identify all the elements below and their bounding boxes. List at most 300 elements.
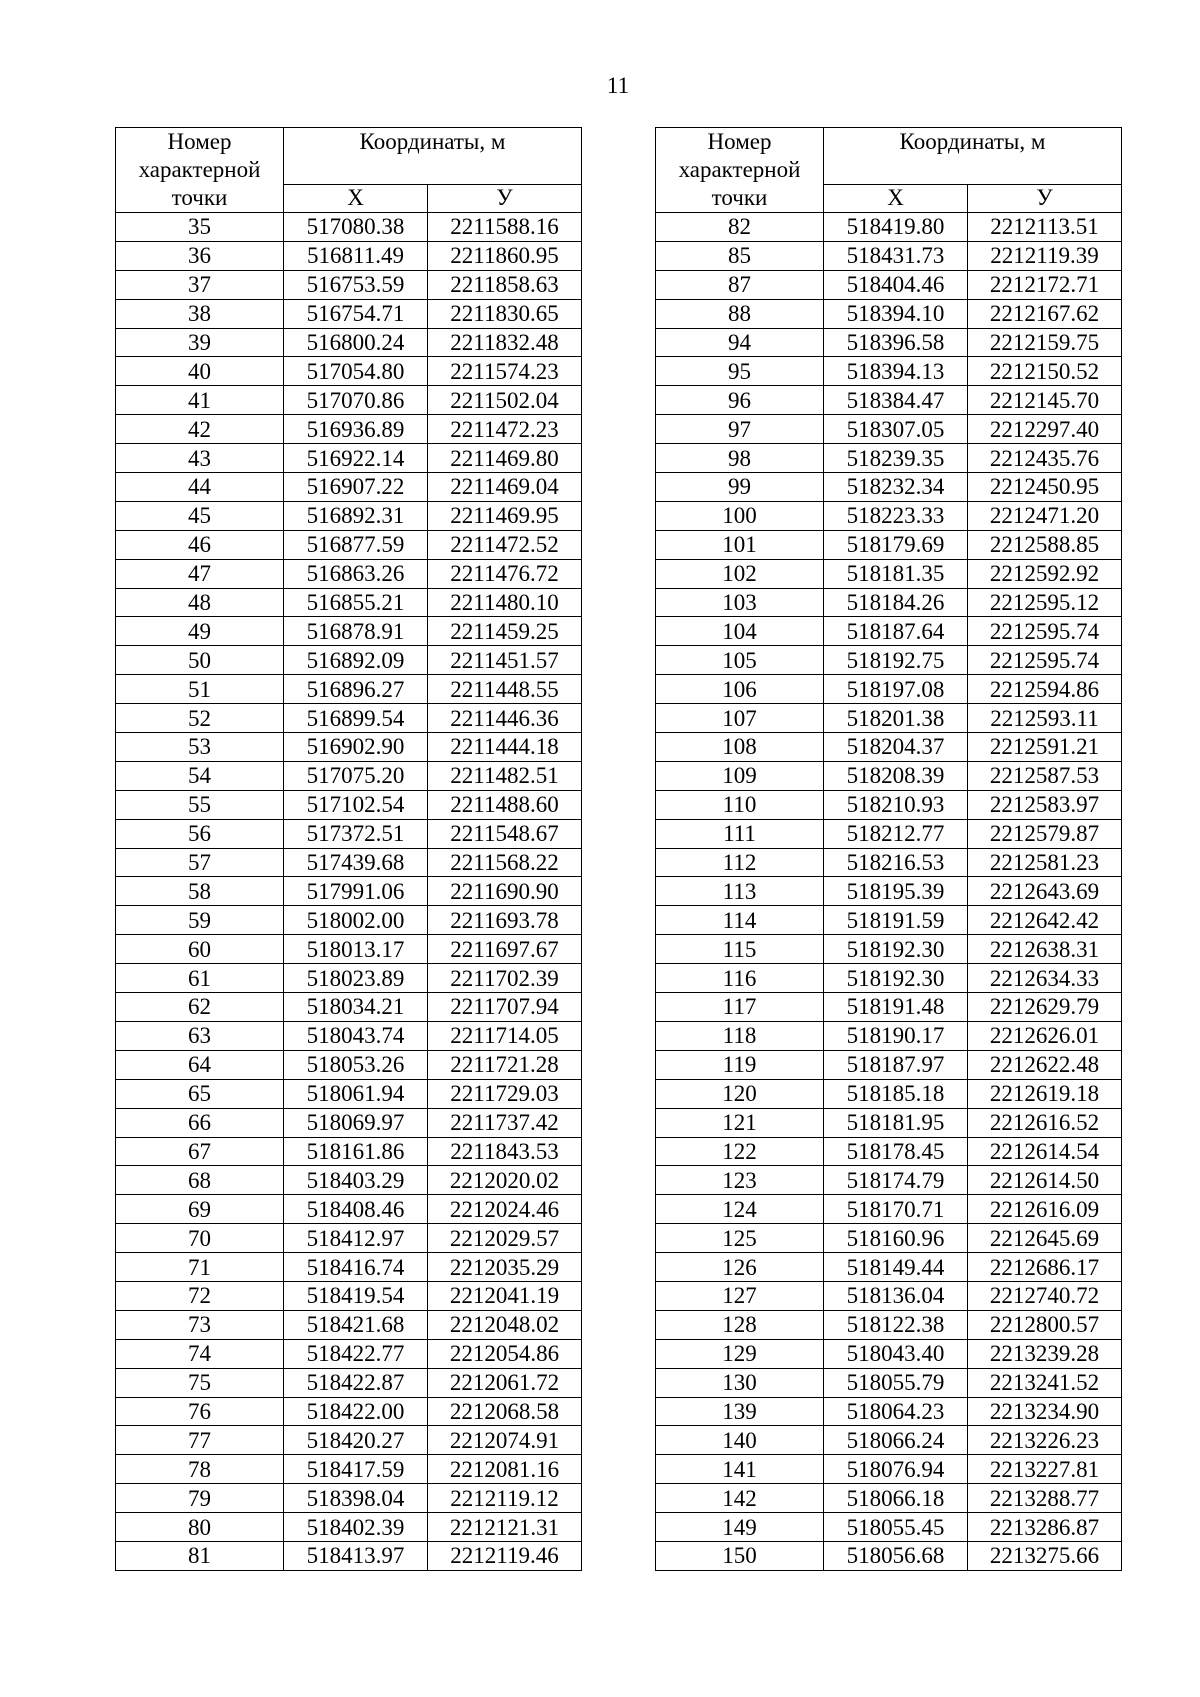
x-coordinate-cell: 518076.94 bbox=[824, 1455, 968, 1484]
point-number-cell: 74 bbox=[116, 1339, 284, 1368]
point-number-cell: 72 bbox=[116, 1281, 284, 1310]
point-number-cell: 65 bbox=[116, 1079, 284, 1108]
point-number-cell: 96 bbox=[656, 386, 824, 415]
table-row bbox=[116, 241, 582, 270]
point-number-cell: 38 bbox=[116, 299, 284, 328]
x-coordinate-cell: 518013.17 bbox=[284, 935, 428, 964]
x-coordinate-cell: 517080.38 bbox=[284, 213, 428, 242]
point-number-cell: 114 bbox=[656, 906, 824, 935]
table-row bbox=[656, 733, 1122, 762]
point-number-cell: 99 bbox=[656, 473, 824, 502]
table-row bbox=[116, 1426, 582, 1455]
y-coordinate-cell: 2212645.69 bbox=[968, 1224, 1122, 1253]
y-coordinate-cell: 2212626.01 bbox=[968, 1021, 1122, 1050]
point-number-cell: 142 bbox=[656, 1484, 824, 1513]
y-coordinate-cell: 2212471.20 bbox=[968, 501, 1122, 530]
table-row bbox=[116, 819, 582, 848]
x-coordinate-cell: 518201.38 bbox=[824, 704, 968, 733]
table-row bbox=[116, 1541, 582, 1570]
y-coordinate-cell: 2211476.72 bbox=[428, 559, 582, 588]
y-coordinate-cell: 2213241.52 bbox=[968, 1368, 1122, 1397]
point-number-cell: 43 bbox=[116, 444, 284, 473]
x-coordinate-cell: 518212.77 bbox=[824, 819, 968, 848]
x-coordinate-cell: 518417.59 bbox=[284, 1455, 428, 1484]
x-coordinate-cell: 518384.47 bbox=[824, 386, 968, 415]
table-row bbox=[656, 1455, 1122, 1484]
y-coordinate-cell: 2212638.31 bbox=[968, 935, 1122, 964]
table-row bbox=[656, 1021, 1122, 1050]
point-number-cell: 107 bbox=[656, 704, 824, 733]
x-coordinate-cell: 516855.21 bbox=[284, 588, 428, 617]
y-coordinate-cell: 2212068.58 bbox=[428, 1397, 582, 1426]
x-coordinate-cell: 516753.59 bbox=[284, 270, 428, 299]
table-row bbox=[116, 733, 582, 762]
y-coordinate-cell: 2211469.95 bbox=[428, 501, 582, 530]
point-number-cell: 103 bbox=[656, 588, 824, 617]
x-coordinate-cell: 518197.08 bbox=[824, 675, 968, 704]
table-row bbox=[656, 559, 1122, 588]
x-coordinate-cell: 518185.18 bbox=[824, 1079, 968, 1108]
x-coordinate-cell: 516754.71 bbox=[284, 299, 428, 328]
x-coordinate-cell: 518069.97 bbox=[284, 1108, 428, 1137]
y-coordinate-cell: 2212595.12 bbox=[968, 588, 1122, 617]
table-row bbox=[116, 964, 582, 993]
table-row bbox=[116, 1397, 582, 1426]
y-coordinate-cell: 2212740.72 bbox=[968, 1281, 1122, 1310]
coordinates-table-right bbox=[655, 127, 1122, 1571]
y-coordinate-cell: 2212081.16 bbox=[428, 1455, 582, 1484]
point-number-cell: 130 bbox=[656, 1368, 824, 1397]
table-row bbox=[116, 1484, 582, 1513]
y-coordinate-cell: 2212150.52 bbox=[968, 357, 1122, 386]
point-number-cell: 105 bbox=[656, 646, 824, 675]
point-number-cell: 104 bbox=[656, 617, 824, 646]
x-coordinate-cell: 518422.00 bbox=[284, 1397, 428, 1426]
y-coordinate-cell: 2211448.55 bbox=[428, 675, 582, 704]
point-number-cell: 100 bbox=[656, 501, 824, 530]
x-coordinate-cell: 518066.18 bbox=[824, 1484, 968, 1513]
y-coordinate-cell: 2211729.03 bbox=[428, 1079, 582, 1108]
x-coordinate-cell: 518195.39 bbox=[824, 877, 968, 906]
point-number-cell: 102 bbox=[656, 559, 824, 588]
y-coordinate-cell: 2213234.90 bbox=[968, 1397, 1122, 1426]
point-number-cell: 112 bbox=[656, 848, 824, 877]
x-coordinate-cell: 518416.74 bbox=[284, 1253, 428, 1282]
point-number-cell: 60 bbox=[116, 935, 284, 964]
y-coordinate-cell: 2212035.29 bbox=[428, 1253, 582, 1282]
point-number-cell: 71 bbox=[116, 1253, 284, 1282]
y-coordinate-cell: 2212583.97 bbox=[968, 790, 1122, 819]
table-row bbox=[116, 415, 582, 444]
x-coordinate-cell: 518149.44 bbox=[824, 1253, 968, 1282]
x-coordinate-cell: 518223.33 bbox=[824, 501, 968, 530]
point-number-cell: 61 bbox=[116, 964, 284, 993]
table-row bbox=[656, 213, 1122, 242]
table-row bbox=[116, 935, 582, 964]
x-coordinate-cell: 518394.13 bbox=[824, 357, 968, 386]
table-row bbox=[656, 1513, 1122, 1542]
table-row bbox=[656, 1253, 1122, 1282]
y-coordinate-cell: 2212145.70 bbox=[968, 386, 1122, 415]
y-coordinate-cell: 2211446.36 bbox=[428, 704, 582, 733]
y-coordinate-cell: 2213227.81 bbox=[968, 1455, 1122, 1484]
y-coordinate-cell: 2211444.18 bbox=[428, 733, 582, 762]
x-coordinate-cell: 518210.93 bbox=[824, 790, 968, 819]
y-coordinate-cell: 2212119.39 bbox=[968, 241, 1122, 270]
y-coordinate-cell: 2211469.04 bbox=[428, 473, 582, 502]
table-row bbox=[656, 444, 1122, 473]
y-coordinate-cell: 2212074.91 bbox=[428, 1426, 582, 1455]
x-coordinate-cell: 518307.05 bbox=[824, 415, 968, 444]
y-coordinate-cell: 2212595.74 bbox=[968, 646, 1122, 675]
x-coordinate-cell: 518398.04 bbox=[284, 1484, 428, 1513]
table-row bbox=[116, 588, 582, 617]
point-number-cell: 68 bbox=[116, 1166, 284, 1195]
x-coordinate-cell: 516800.24 bbox=[284, 328, 428, 357]
y-coordinate-cell: 2212579.87 bbox=[968, 819, 1122, 848]
y-coordinate-cell: 2211830.65 bbox=[428, 299, 582, 328]
y-coordinate-cell: 2212592.92 bbox=[968, 559, 1122, 588]
point-number-cell: 51 bbox=[116, 675, 284, 704]
coordinates-header: Координаты, м bbox=[824, 128, 1122, 185]
y-coordinate-cell: 2211843.53 bbox=[428, 1137, 582, 1166]
table-row bbox=[656, 1108, 1122, 1137]
point-number-cell: 57 bbox=[116, 848, 284, 877]
table-row bbox=[656, 1426, 1122, 1455]
table-row bbox=[116, 617, 582, 646]
x-coordinate-cell: 516907.22 bbox=[284, 473, 428, 502]
point-number-cell: 56 bbox=[116, 819, 284, 848]
x-coordinate-cell: 518002.00 bbox=[284, 906, 428, 935]
y-coordinate-cell: 2212581.23 bbox=[968, 848, 1122, 877]
point-number-cell: 85 bbox=[656, 241, 824, 270]
table-row bbox=[656, 1166, 1122, 1195]
table-row bbox=[116, 386, 582, 415]
x-coordinate-cell: 517991.06 bbox=[284, 877, 428, 906]
y-coordinate-cell: 2212119.46 bbox=[428, 1541, 582, 1570]
x-coordinate-cell: 518216.53 bbox=[824, 848, 968, 877]
x-coordinate-cell: 518061.94 bbox=[284, 1079, 428, 1108]
table-row bbox=[656, 993, 1122, 1022]
x-coordinate-cell: 518181.95 bbox=[824, 1108, 968, 1137]
x-coordinate-cell: 516936.89 bbox=[284, 415, 428, 444]
point-number-cell: 81 bbox=[116, 1541, 284, 1570]
point-number-cell: 129 bbox=[656, 1339, 824, 1368]
point-number-cell: 110 bbox=[656, 790, 824, 819]
table-row bbox=[116, 761, 582, 790]
point-number-cell: 67 bbox=[116, 1137, 284, 1166]
x-coordinate-cell: 518174.79 bbox=[824, 1166, 968, 1195]
table-row bbox=[656, 646, 1122, 675]
y-coordinate-cell: 2212642.42 bbox=[968, 906, 1122, 935]
y-coordinate-cell: 2212113.51 bbox=[968, 213, 1122, 242]
point-number-cell: 78 bbox=[116, 1455, 284, 1484]
point-number-cell: 118 bbox=[656, 1021, 824, 1050]
table-row bbox=[656, 1079, 1122, 1108]
table-row bbox=[116, 790, 582, 819]
x-coordinate-cell: 518055.79 bbox=[824, 1368, 968, 1397]
y-coordinate-cell: 2211737.42 bbox=[428, 1108, 582, 1137]
table-row bbox=[116, 1108, 582, 1137]
point-number-cell: 94 bbox=[656, 328, 824, 357]
y-coordinate-cell: 2212619.18 bbox=[968, 1079, 1122, 1108]
y-coordinate-cell: 2212622.48 bbox=[968, 1050, 1122, 1079]
table-row bbox=[116, 1079, 582, 1108]
y-coordinate-cell: 2211548.67 bbox=[428, 819, 582, 848]
x-coordinate-cell: 518190.17 bbox=[824, 1021, 968, 1050]
table-row bbox=[116, 1137, 582, 1166]
x-coordinate-cell: 518170.71 bbox=[824, 1195, 968, 1224]
y-coordinate-cell: 2212024.46 bbox=[428, 1195, 582, 1224]
y-coordinate-cell: 2211472.23 bbox=[428, 415, 582, 444]
point-number-cell: 55 bbox=[116, 790, 284, 819]
x-coordinate-cell: 518408.46 bbox=[284, 1195, 428, 1224]
point-number-cell: 126 bbox=[656, 1253, 824, 1282]
point-number-cell: 115 bbox=[656, 935, 824, 964]
x-coordinate-cell: 518204.37 bbox=[824, 733, 968, 762]
point-number-cell: 117 bbox=[656, 993, 824, 1022]
table-row bbox=[656, 357, 1122, 386]
x-coordinate-cell: 516902.90 bbox=[284, 733, 428, 762]
x-coordinate-cell: 518179.69 bbox=[824, 530, 968, 559]
y-coordinate-cell: 2211832.48 bbox=[428, 328, 582, 357]
table-body bbox=[116, 213, 582, 1571]
y-coordinate-cell: 2211702.39 bbox=[428, 964, 582, 993]
table-row bbox=[656, 1224, 1122, 1253]
x-coordinate-cell: 518122.38 bbox=[824, 1310, 968, 1339]
table-row bbox=[116, 213, 582, 242]
table-row bbox=[116, 1050, 582, 1079]
y-coordinate-cell: 2213286.87 bbox=[968, 1513, 1122, 1542]
table-row bbox=[116, 501, 582, 530]
y-coordinate-cell: 2213239.28 bbox=[968, 1339, 1122, 1368]
y-coordinate-cell: 2212614.50 bbox=[968, 1166, 1122, 1195]
y-coordinate-cell: 2211568.22 bbox=[428, 848, 582, 877]
x-coordinate-cell: 518184.26 bbox=[824, 588, 968, 617]
y-coordinate-cell: 2212029.57 bbox=[428, 1224, 582, 1253]
point-number-cell: 39 bbox=[116, 328, 284, 357]
table-row bbox=[116, 704, 582, 733]
point-number-cell: 125 bbox=[656, 1224, 824, 1253]
point-number-cell: 121 bbox=[656, 1108, 824, 1137]
table-row bbox=[656, 877, 1122, 906]
point-number-cell: 47 bbox=[116, 559, 284, 588]
y-coordinate-cell: 2211858.63 bbox=[428, 270, 582, 299]
point-number-cell: 140 bbox=[656, 1426, 824, 1455]
x-coordinate-cell: 516863.26 bbox=[284, 559, 428, 588]
y-coordinate-cell: 2212450.95 bbox=[968, 473, 1122, 502]
x-coordinate-cell: 516896.27 bbox=[284, 675, 428, 704]
x-coordinate-cell: 518043.74 bbox=[284, 1021, 428, 1050]
y-coordinate-cell: 2212800.57 bbox=[968, 1310, 1122, 1339]
point-number-cell: 123 bbox=[656, 1166, 824, 1195]
x-coordinate-cell: 518178.45 bbox=[824, 1137, 968, 1166]
y-coordinate-cell: 2211588.16 bbox=[428, 213, 582, 242]
table-row bbox=[116, 877, 582, 906]
point-number-cell: 40 bbox=[116, 357, 284, 386]
y-coordinate-cell: 2212616.09 bbox=[968, 1195, 1122, 1224]
x-coordinate-cell: 518239.35 bbox=[824, 444, 968, 473]
y-coordinate-cell: 2211721.28 bbox=[428, 1050, 582, 1079]
x-coordinate-cell: 518023.89 bbox=[284, 964, 428, 993]
y-coordinate-cell: 2211860.95 bbox=[428, 241, 582, 270]
table-row bbox=[656, 270, 1122, 299]
table-row bbox=[116, 906, 582, 935]
point-number-cell: 82 bbox=[656, 213, 824, 242]
point-number-header: Номер характерной точки bbox=[656, 128, 824, 213]
point-number-cell: 77 bbox=[116, 1426, 284, 1455]
point-number-cell: 46 bbox=[116, 530, 284, 559]
y-coordinate-cell: 2212634.33 bbox=[968, 964, 1122, 993]
x-coordinate-cell: 517439.68 bbox=[284, 848, 428, 877]
x-coordinate-cell: 516877.59 bbox=[284, 530, 428, 559]
table-row bbox=[656, 1310, 1122, 1339]
y-coordinate-cell: 2211693.78 bbox=[428, 906, 582, 935]
point-number-cell: 58 bbox=[116, 877, 284, 906]
x-coordinate-cell: 518053.26 bbox=[284, 1050, 428, 1079]
table-row bbox=[116, 1021, 582, 1050]
table-row bbox=[656, 761, 1122, 790]
table-row bbox=[116, 1339, 582, 1368]
x-coordinate-cell: 518064.23 bbox=[824, 1397, 968, 1426]
table-row bbox=[116, 328, 582, 357]
y-coordinate-cell: 2211451.57 bbox=[428, 646, 582, 675]
x-coordinate-cell: 518402.39 bbox=[284, 1513, 428, 1542]
y-coordinate-cell: 2212041.19 bbox=[428, 1281, 582, 1310]
x-coordinate-cell: 518421.68 bbox=[284, 1310, 428, 1339]
x-header: X bbox=[284, 184, 428, 212]
x-coordinate-cell: 518431.73 bbox=[824, 241, 968, 270]
point-number-cell: 45 bbox=[116, 501, 284, 530]
x-coordinate-cell: 516878.91 bbox=[284, 617, 428, 646]
x-coordinate-cell: 518232.34 bbox=[824, 473, 968, 502]
point-number-cell: 63 bbox=[116, 1021, 284, 1050]
x-coordinate-cell: 516892.31 bbox=[284, 501, 428, 530]
x-coordinate-cell: 517054.80 bbox=[284, 357, 428, 386]
table-body bbox=[656, 213, 1122, 1571]
page-number: 11 bbox=[606, 73, 630, 98]
point-number-cell: 98 bbox=[656, 444, 824, 473]
x-coordinate-cell: 517102.54 bbox=[284, 790, 428, 819]
x-coordinate-cell: 518160.96 bbox=[824, 1224, 968, 1253]
point-number-header: Номер характерной точки bbox=[116, 128, 284, 213]
table-row bbox=[656, 1397, 1122, 1426]
point-number-cell: 139 bbox=[656, 1397, 824, 1426]
y-coordinate-cell: 2212591.21 bbox=[968, 733, 1122, 762]
y-coordinate-cell: 2212172.71 bbox=[968, 270, 1122, 299]
point-number-cell: 62 bbox=[116, 993, 284, 1022]
y-coordinate-cell: 2211697.67 bbox=[428, 935, 582, 964]
point-number-cell: 128 bbox=[656, 1310, 824, 1339]
y-coordinate-cell: 2213288.77 bbox=[968, 1484, 1122, 1513]
table-row bbox=[116, 1368, 582, 1397]
table-row bbox=[116, 1195, 582, 1224]
x-coordinate-cell: 518192.75 bbox=[824, 646, 968, 675]
x-coordinate-cell: 518181.35 bbox=[824, 559, 968, 588]
table-row bbox=[656, 848, 1122, 877]
table-row bbox=[116, 530, 582, 559]
point-number-cell: 122 bbox=[656, 1137, 824, 1166]
y-coordinate-cell: 2213226.23 bbox=[968, 1426, 1122, 1455]
table-row bbox=[656, 964, 1122, 993]
table-row bbox=[116, 270, 582, 299]
point-number-cell: 35 bbox=[116, 213, 284, 242]
y-coordinate-cell: 2211707.94 bbox=[428, 993, 582, 1022]
y-coordinate-cell: 2211472.52 bbox=[428, 530, 582, 559]
coordinates-table-left bbox=[115, 127, 582, 1571]
point-number-cell: 42 bbox=[116, 415, 284, 444]
point-number-cell: 141 bbox=[656, 1455, 824, 1484]
x-coordinate-cell: 518055.45 bbox=[824, 1513, 968, 1542]
table-row bbox=[116, 559, 582, 588]
table-row bbox=[656, 386, 1122, 415]
x-coordinate-cell: 518394.10 bbox=[824, 299, 968, 328]
table-row bbox=[116, 848, 582, 877]
x-coordinate-cell: 518136.04 bbox=[824, 1281, 968, 1310]
x-coordinate-cell: 517372.51 bbox=[284, 819, 428, 848]
table-row bbox=[656, 1541, 1122, 1570]
coordinates-header: Координаты, м bbox=[284, 128, 582, 185]
x-coordinate-cell: 517075.20 bbox=[284, 761, 428, 790]
table-row bbox=[116, 1513, 582, 1542]
point-number-cell: 88 bbox=[656, 299, 824, 328]
point-number-cell: 120 bbox=[656, 1079, 824, 1108]
y-coordinate-cell: 2212054.86 bbox=[428, 1339, 582, 1368]
x-coordinate-cell: 518043.40 bbox=[824, 1339, 968, 1368]
y-coordinate-cell: 2212629.79 bbox=[968, 993, 1122, 1022]
table-row bbox=[656, 415, 1122, 444]
point-number-cell: 36 bbox=[116, 241, 284, 270]
point-number-cell: 41 bbox=[116, 386, 284, 415]
point-number-cell: 75 bbox=[116, 1368, 284, 1397]
x-coordinate-cell: 518191.48 bbox=[824, 993, 968, 1022]
table-row bbox=[116, 357, 582, 386]
table-row bbox=[656, 530, 1122, 559]
point-number-cell: 124 bbox=[656, 1195, 824, 1224]
table-row bbox=[656, 1368, 1122, 1397]
table-row bbox=[656, 617, 1122, 646]
x-coordinate-cell: 518419.54 bbox=[284, 1281, 428, 1310]
y-coordinate-cell: 2211480.10 bbox=[428, 588, 582, 617]
y-coordinate-cell: 2212167.62 bbox=[968, 299, 1122, 328]
x-coordinate-cell: 518192.30 bbox=[824, 935, 968, 964]
point-number-cell: 113 bbox=[656, 877, 824, 906]
table-row bbox=[116, 473, 582, 502]
x-coordinate-cell: 518066.24 bbox=[824, 1426, 968, 1455]
table-row bbox=[656, 1484, 1122, 1513]
table-row bbox=[656, 473, 1122, 502]
point-number-cell: 73 bbox=[116, 1310, 284, 1339]
table-row bbox=[656, 241, 1122, 270]
point-number-cell: 48 bbox=[116, 588, 284, 617]
table-row bbox=[656, 704, 1122, 733]
x-coordinate-cell: 518208.39 bbox=[824, 761, 968, 790]
point-number-cell: 79 bbox=[116, 1484, 284, 1513]
table-row bbox=[116, 1166, 582, 1195]
x-coordinate-cell: 518404.46 bbox=[824, 270, 968, 299]
table-row bbox=[656, 1339, 1122, 1368]
table-row bbox=[116, 1455, 582, 1484]
y-coordinate-cell: 2212594.86 bbox=[968, 675, 1122, 704]
table-row bbox=[116, 444, 582, 473]
y-coordinate-cell: 2212588.85 bbox=[968, 530, 1122, 559]
point-number-cell: 116 bbox=[656, 964, 824, 993]
x-coordinate-cell: 516899.54 bbox=[284, 704, 428, 733]
table-row bbox=[656, 790, 1122, 819]
table-row bbox=[116, 1253, 582, 1282]
point-number-cell: 119 bbox=[656, 1050, 824, 1079]
y-coordinate-cell: 2212159.75 bbox=[968, 328, 1122, 357]
